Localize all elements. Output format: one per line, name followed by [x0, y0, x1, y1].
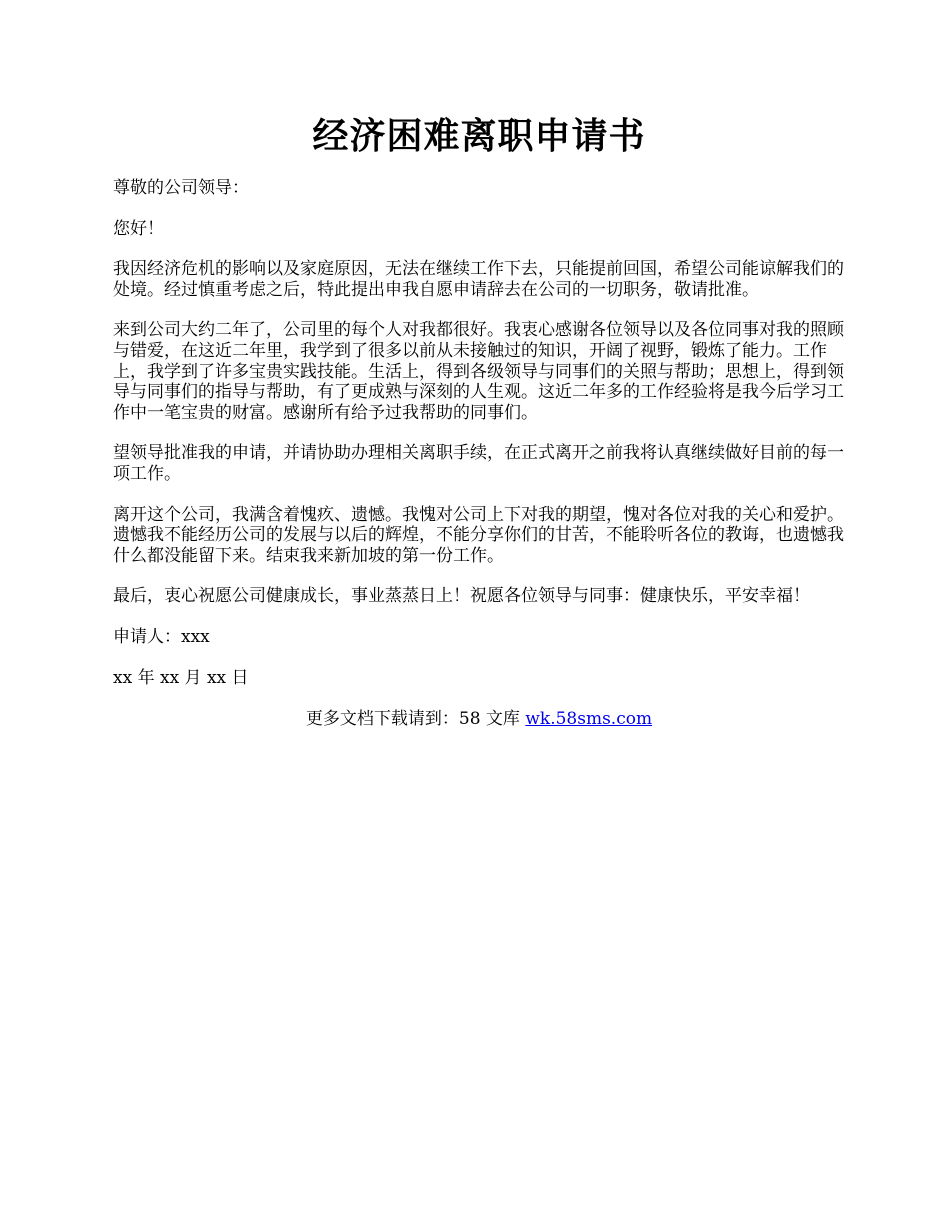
salutation: 尊敬的公司领导： — [113, 178, 249, 198]
paragraph-request: 望领导批准我的申请，并请协助办理相关离职手续，在正式离开之前我将认真继续做好目前的每一项工作。 — [113, 443, 844, 484]
paragraph-reason: 我因经济危机的影响以及家庭原因，无法在继续工作下去，只能提前回国，希望公司能谅解我们的处境。经过慎重考虑之后，特此提出申我自愿申请辞去在公司的一切职务，敬请批准。 — [113, 259, 844, 300]
date-line: xx 年 xx 月 xx 日 — [113, 667, 249, 688]
document-page — [113, 108, 845, 730]
website-link[interactable]: wk.58sms.com — [525, 709, 653, 730]
document-title: 经济困难离职申请书 — [312, 115, 646, 157]
greeting: 您好！ — [113, 218, 164, 239]
footer-text: 更多文档下载请到：58 文库 — [305, 709, 526, 730]
download-footer — [113, 708, 845, 730]
paragraph-regret: 离开这个公司，我满含着愧疚、遗憾。我愧对公司上下对我的期望，愧对各位对我的关心和爱护。遗憾我不能经历公司的发展与以后的辉煌，不能分享你们的甘苦，不能聆听各位的教诲，也遗憾我什么都没能留下来。结束我来新加坡的第一份工作。 — [113, 504, 844, 566]
paragraph-gratitude: 来到公司大约二年了，公司里的每个人对我都很好。我衷心感谢各位领导以及各位同事对我的照顾与错爱，在这近二年里，我学到了很多以前从未接触过的知识，开阔了视野，锻炼了能力。工作上，我学到了许多宝贵实践技能。生活上，得到各级领导与同事们的关照与帮助；思想上，得到领导与同事们的指导与帮助，有了更成熟与深刻的人生观。这近二年多的工作经验将是我今后学习工作中一笔宝贵的财富。感谢所有给予过我帮助的同事们。 — [113, 320, 844, 423]
applicant-line: 申请人：xxx — [113, 626, 210, 647]
paragraph-wishes: 最后，衷心祝愿公司健康成长，事业蒸蒸日上！祝愿各位领导与同事：健康快乐，平安幸福！ — [113, 586, 810, 607]
